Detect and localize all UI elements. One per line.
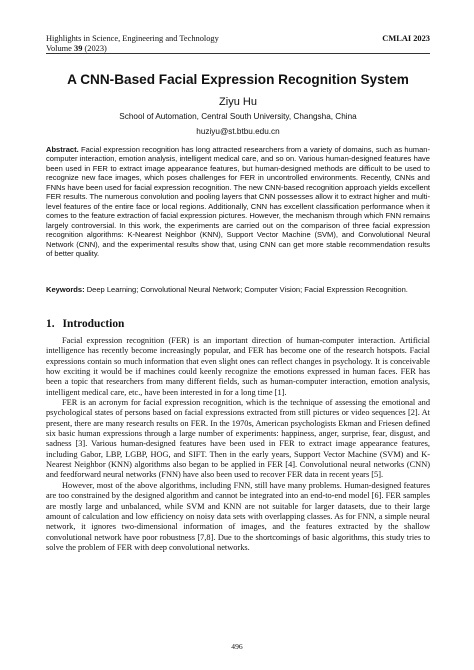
section-title: Introduction — [62, 318, 125, 330]
section-heading-introduction — [46, 318, 124, 330]
paper-title: A CNN-Based Facial Expression Recognition System — [67, 72, 409, 87]
section-number: 1. — [46, 318, 55, 330]
volume-label: Volume — [46, 44, 72, 53]
conference-badge: CMLAI 2023 — [382, 34, 430, 43]
author-email[interactable]: huziyu@st.btbu.edu.cn — [196, 127, 280, 136]
body-paragraph: Facial expression recognition (FER) is an important direction of human-computer interaction. Artificial intelligence has recently become increasingly popular, and FER has become one of the research hotspots. Facial expressions contain so much information that even slight ones can reflect changes in psychology. It is conceivable how exciting it would be if machines could keenly recognize the emotions expressed in human faces. FER has been a topic that researchers from many different fields, such as human-computer interaction, emotion analysis, intelligent medical care, etc., have been interested in for a long time [1]. — [46, 336, 430, 397]
abstract-text: Facial expression recognition has long attracted researchers from a variety of domains, such as human-computer interaction, emotion analysis, intelligent medical care, and so on. Various human-designed features have been used in FER to extract image appearance features, but human-designed methods are difficult to be used to recognize new face images, which poses challenges for FER in uncontrolled environments. Recently, CNNs and FNNs have been used for facial expression recognition. The new CNN-based recognition approach yields excellent FER results. The numerous convolution and pooling layers that CNN possesses allow it to extract higher and multi-level features of the entire face or local regions. Additionally, CNN has excellent classification performance when it comes to the feature extraction of facial expression pictures. However, the mechanism through which FNN remains largely controversial. In this work, the experiments are carried out on the comparison of three facial expression recognition algorithms: K-Nearest Neighbor (KNN), Support Vector Machine (SVM), and Convolutional Neural Network (CNN), and the experimental results show that, using CNN can get more stable recommendation results of better quality. — [46, 145, 430, 258]
header-divider — [46, 53, 430, 54]
abstract — [46, 145, 430, 258]
keywords-text: Deep Learning; Convolutional Neural Network; Computer Vision; Facial Expression Recognition. — [86, 285, 408, 294]
journal-name: Highlights in Science, Engineering and Technology — [46, 34, 219, 43]
page-number: 496 — [231, 642, 243, 651]
volume-year: (2023) — [84, 44, 107, 53]
abstract-label: Abstract. — [46, 145, 79, 154]
keywords-label: Keywords: — [46, 285, 85, 294]
introduction-body — [46, 336, 430, 553]
body-paragraph: FER is an acronym for facial expression recognition, which is the technique of assessing the emotional and psychological states of persons based on facial expressions extracted from still pictures or video sequences [2]. At present, there are many research results on FER. In the 1970s, American psychologists Ekman and Friesen defined six basic human expressions through a large number of experiments: happiness, anger, surprise, fear, disgust, and sadness [3]. Various human-designed features have been used in FER to extract image appearance features, including Gabor, LBP, LGBP, HOG, and SIFT. Then in the early years, Support Vector Machine (SVM) and K-Nearest Neighbor (KNN) algorithms also began to be applied in FER [4]. Convolutional neural networks (CNN) and feedforward neural networks (FNN) have also been used to recover FER data in recent years [5]. — [46, 398, 430, 480]
keywords — [46, 285, 430, 294]
volume-number: 39 — [74, 44, 83, 53]
author-name: Ziyu Hu — [219, 96, 257, 108]
author-affiliation: School of Automation, Central South University, Changsha, China — [119, 112, 357, 121]
body-paragraph: However, most of the above algorithms, including FNN, still have many problems. Human-designed features are too constrained by the designed algorithm and cannot be integrated into an end-to-end model [6]. FER samples are mostly large and unbalanced, while SVM and KNN are not suitable for larger datasets, due to their large amount of calculation and low efficiency on noisy data sets with overlapping classes. As for FNN, a simple neural network, it ignores two-dimensional information of images, and the features extracted by the shallow convolutional network have poor robustness [7,8]. Due to the shortcomings of basic algorithms, this study tries to solve the problem of FER with deep convolutional networks. — [46, 480, 430, 552]
